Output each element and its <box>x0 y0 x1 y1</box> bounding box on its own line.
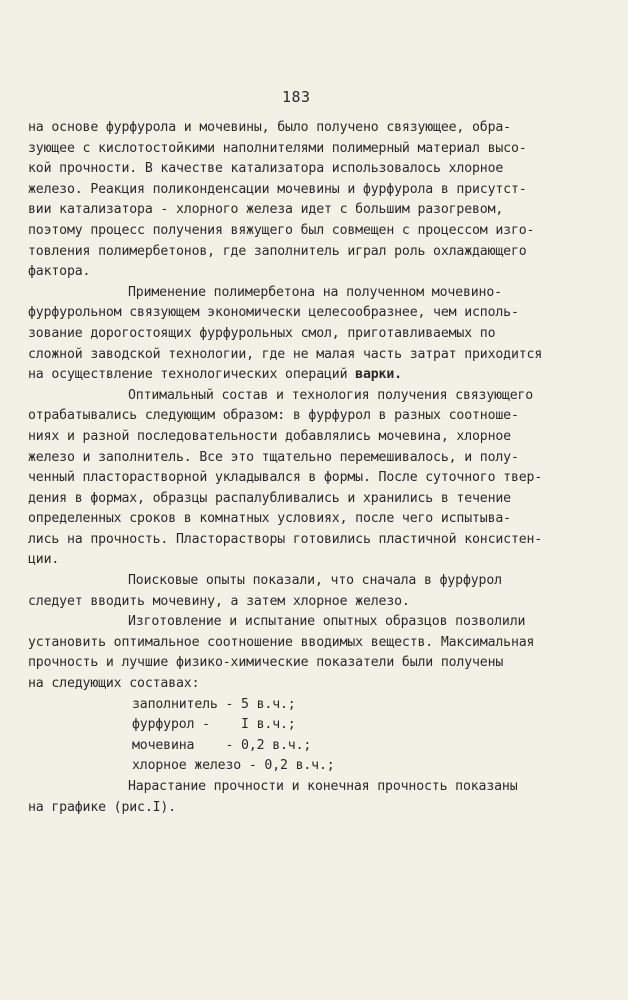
text-fragment: на осуществление технологических операций <box>28 367 348 383</box>
text-line: фурфурольном связующем экономически целесообразнее, чем исполь- <box>28 305 519 321</box>
composition-item: заполнитель - 5 в.ч.; <box>132 696 296 712</box>
text-line: установить оптимальное соотношение вводимых веществ. Максимальная <box>28 634 535 650</box>
text-line: на основе фурфурола и мочевины, было получено связующее, обра- <box>28 120 511 135</box>
page-number: 183 <box>282 88 311 106</box>
text-line: на следующих составах: <box>28 676 200 692</box>
bold-word: варки. <box>355 367 402 383</box>
text-line: товления полимербетонов, где заполнитель играл роль охлаждающего <box>28 243 527 259</box>
composition-item: фурфурол - I в.ч.; <box>132 717 296 733</box>
text-line: зующее с кислотостойкими наполнителями полимерный материал высо- <box>28 140 527 156</box>
text-line: определенных сроков в комнатных условиях, после чего испытыва- <box>28 511 511 527</box>
text-line: дения в формах, образцы распалубливались и хранились в течение <box>28 490 511 506</box>
text-line: отрабатывались следующим образом: в фурфурол в разных соотноше- <box>28 408 519 424</box>
text-line: ченный пласторастворной укладывался в формы. После суточного твер- <box>28 470 543 486</box>
text-line: Нарастание прочности и конечная прочность показаны <box>128 779 518 794</box>
text-line: железо и заполнитель. Все это тщательно перемешивалось, и полу- <box>28 449 519 465</box>
text-line <box>28 365 608 386</box>
text-line: Оптимальный состав и технология получения связующего <box>128 387 534 403</box>
body-text <box>28 118 608 818</box>
text-line: на графике (рис.I). <box>28 799 177 815</box>
composition-item: хлорное железо - 0,2 в.ч.; <box>132 758 335 774</box>
text-line: железо. Реакция поликонденсации мочевины и фурфурола в присутст- <box>28 181 527 197</box>
text-line: кой прочности. В качестве катализатора использовалось хлорное <box>28 161 504 177</box>
text-line: следует вводить мочевину, а затем хлорное железо. <box>28 593 410 609</box>
text-line: зование дорогостоящих фурфурольных смол, приготавливаемых по <box>28 325 496 341</box>
text-line: вии катализатора - хлорного железа идет с большим разогревом, <box>28 202 504 218</box>
text-line: прочность и лучшие физико-химические показатели были получены <box>28 655 504 671</box>
composition-item: мочевина - 0,2 в.ч.; <box>132 737 312 753</box>
text-line: поэтому процесс получения вяжущего был совмещен с процессом изго- <box>28 222 535 238</box>
text-line: Изготовление и испытание опытных образцов позволили <box>128 614 526 630</box>
text-line: лись на прочность. Пласторастворы готовились пластичной консистен- <box>28 531 543 547</box>
text-line: сложной заводской технологии, где не малая часть затрат приходится <box>28 346 543 362</box>
text-line: фактора. <box>28 264 91 280</box>
text-line: Применение полимербетона на полученном мочевино- <box>128 284 502 300</box>
text-line: ниях и разной последовательности добавлялись мочевина, хлорное <box>28 428 511 444</box>
text-line: ции. <box>28 552 60 568</box>
text-line: Поисковые опыты показали, что сначала в фурфурол <box>128 573 502 589</box>
